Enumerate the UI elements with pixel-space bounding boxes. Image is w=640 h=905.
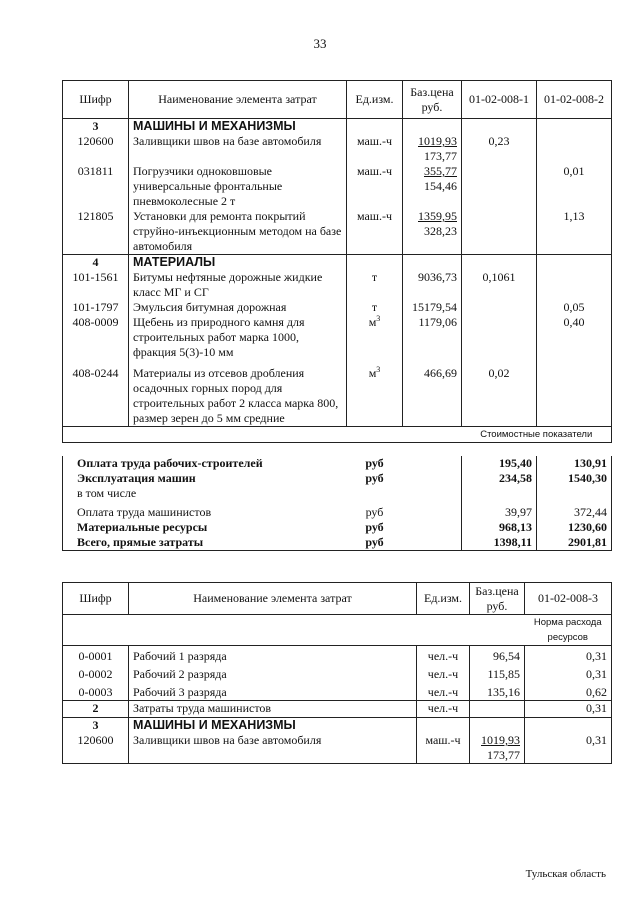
row-code: 408-0009 [63, 315, 129, 360]
row-price: 115,85 [470, 665, 525, 683]
row-name: Заливщики швов на базе автомобиля [129, 134, 347, 164]
section-title: МАШИНЫ И МЕХАНИЗМЫ [129, 718, 417, 734]
summary-value-1: 39,97 [462, 501, 537, 520]
section-row [63, 718, 612, 734]
summary-label: Эксплуатация машин [63, 471, 347, 486]
row-code: 120600 [63, 134, 129, 164]
section-title: МАШИНЫ И МЕХАНИЗМЫ [129, 119, 347, 135]
row-value-1: 0,31 [525, 665, 612, 683]
row-name: Эмульсия битумная дорожная [129, 300, 347, 315]
section-row [63, 119, 612, 135]
row-value-1 [462, 315, 537, 360]
header-code: Шифр [63, 81, 129, 119]
row-name: Битумы нефтяные дорожные жидкие класс МГ и СГ [129, 270, 347, 300]
resource-table-1 [62, 80, 612, 443]
row-value-1 [462, 164, 537, 209]
table-row [63, 315, 612, 360]
row-code: 101-1561 [63, 270, 129, 300]
summary-value-1: 1398,11 [462, 535, 537, 551]
summary-label: Оплата труда рабочих-строителей [63, 456, 347, 471]
table-row [63, 270, 612, 300]
row-value-1: 0,02 [462, 360, 537, 427]
summary-row [63, 535, 612, 551]
row-value-1: 0,62 [525, 683, 612, 701]
row-unit: чел.-ч [417, 646, 470, 665]
row-value-2: 1,13 [537, 209, 612, 255]
row-price: 9036,73 [403, 270, 462, 300]
header-unit: Ед.изм. [417, 583, 470, 615]
row-value-2 [537, 270, 612, 300]
table-header [63, 583, 612, 615]
unit-text: м [368, 366, 377, 380]
summary-label: Материальные ресурсы [63, 520, 347, 535]
cost-heading: Стоимостные показатели [462, 427, 612, 443]
row-value-2: 0,40 [537, 315, 612, 360]
row-name: Рабочий 2 разряда [129, 665, 417, 683]
summary-unit [347, 486, 403, 501]
row-value-1: 0,1061 [462, 270, 537, 300]
section-unit: чел.-ч [417, 701, 470, 718]
summary-row [63, 456, 612, 471]
section-row [63, 255, 612, 271]
table-row [63, 733, 612, 764]
table-row [63, 300, 612, 315]
section-code: 2 [63, 701, 129, 718]
row-unit: маш.-ч [347, 134, 403, 164]
price-top: 1019,93 [481, 733, 520, 747]
summary-value-2: 1230,60 [537, 520, 612, 535]
summary-value-1: 968,13 [462, 520, 537, 535]
row-value-2 [537, 360, 612, 427]
price-bottom: 328,23 [424, 224, 457, 238]
row-value-1: 0,31 [525, 733, 612, 764]
table-row [63, 134, 612, 164]
page-number: 33 [313, 36, 327, 51]
row-name: Рабочий 3 разряда [129, 683, 417, 701]
row-price: 15179,54 [403, 300, 462, 315]
row-value-1 [462, 300, 537, 315]
row-code: 0-0003 [63, 683, 129, 701]
section-code: 4 [63, 255, 129, 271]
section-code: 3 [63, 718, 129, 734]
row-unit [347, 360, 403, 427]
header-code: Шифр [63, 583, 129, 615]
row-unit [347, 315, 403, 360]
header-col2: 01-02-008-2 [537, 81, 612, 119]
row-name: Погрузчики одноковшовые универсальные фронтальные пневмоколесные 2 т [129, 164, 347, 209]
row-unit: т [347, 270, 403, 300]
row-name: Рабочий 1 разряда [129, 646, 417, 665]
header-name: Наименование элемента затрат [129, 81, 347, 119]
row-unit: чел.-ч [417, 683, 470, 701]
summary-unit: руб [365, 505, 384, 519]
header-price: Баз.цена руб. [403, 81, 462, 119]
row-price: 466,69 [403, 360, 462, 427]
price-top: 1019,93 [418, 134, 457, 148]
row-code: 408-0244 [63, 360, 129, 427]
table-row [63, 646, 612, 665]
row-unit: маш.-ч [347, 164, 403, 209]
unit-exponent: 3 [376, 365, 381, 374]
summary-row [63, 501, 612, 520]
header-col1: 01-02-008-3 [525, 583, 612, 615]
summary-row [63, 471, 612, 486]
header-name: Наименование элемента затрат [129, 583, 417, 615]
row-price [470, 733, 525, 764]
row-value-1: 0,23 [462, 134, 537, 164]
section-title: МАТЕРИАЛЫ [129, 255, 347, 271]
row-value-2 [537, 134, 612, 164]
row-name: Щебень из природного камня для строительных работ марка 1000, фракция 5(3)-10 мм [129, 315, 347, 360]
summary-row [63, 520, 612, 535]
cost-summary [62, 456, 612, 551]
table-row [63, 164, 612, 209]
summary-value-2: 2901,81 [537, 535, 612, 551]
price-bottom: 154,46 [424, 179, 457, 193]
header-unit: Ед.изм. [347, 81, 403, 119]
row-code: 101-1797 [63, 300, 129, 315]
row-code: 031811 [63, 164, 129, 209]
cost-heading-row [63, 427, 612, 443]
row-code: 0-0001 [63, 646, 129, 665]
row-code: 0-0002 [63, 665, 129, 683]
row-price: 1179,06 [403, 315, 462, 360]
price-top: 1359,95 [418, 209, 457, 223]
section-row [63, 701, 612, 718]
norm-heading: Норма расхода ресурсов [525, 615, 612, 646]
row-value-2: 0,01 [537, 164, 612, 209]
row-price [403, 209, 462, 255]
summary-unit: руб [365, 520, 384, 534]
table-row [63, 360, 612, 427]
summary-label: в том числе [63, 486, 347, 501]
section-code: 3 [63, 119, 129, 135]
header-col1: 01-02-008-1 [462, 81, 537, 119]
summary-unit: руб [347, 535, 403, 551]
row-code: 120600 [63, 733, 129, 764]
row-price [403, 164, 462, 209]
table-row [63, 209, 612, 255]
summary-value-1: 195,40 [462, 456, 537, 471]
row-price: 96,54 [470, 646, 525, 665]
table-header [63, 81, 612, 119]
header-price: Баз.цена руб. [470, 583, 525, 615]
price-bottom: 173,77 [487, 748, 520, 762]
row-unit: маш.-ч [347, 209, 403, 255]
row-value-1 [462, 209, 537, 255]
resource-table-2 [62, 582, 612, 764]
row-name: Материалы из отсевов дробления осадочных горных пород для строительных работ 2 класса марка 800, размер зерен до 5 мм средние [129, 360, 347, 427]
row-name: Заливщики швов на базе автомобиля [129, 733, 417, 764]
price-bottom: 173,77 [424, 149, 457, 163]
summary-label: Всего, прямые затраты [63, 535, 347, 551]
table-row [63, 665, 612, 683]
summary-value-2: 372,44 [537, 501, 612, 520]
row-value-2: 0,05 [537, 300, 612, 315]
row-price: 135,16 [470, 683, 525, 701]
summary-value-2: 1540,30 [537, 471, 612, 486]
row-unit: маш.-ч [417, 733, 470, 764]
price-top: 355,77 [424, 164, 457, 178]
norm-heading-row [63, 615, 612, 646]
region-note: Тульская область [525, 868, 606, 880]
section-title: Затраты труда машинистов [129, 701, 417, 718]
summary-value-1: 234,58 [462, 471, 537, 486]
summary-unit: руб [365, 471, 384, 485]
table-row [63, 683, 612, 701]
summary-value-2 [537, 486, 612, 501]
row-value-1: 0,31 [525, 646, 612, 665]
row-unit: т [347, 300, 403, 315]
row-name: Установки для ремонта покрытий струйно-инъекционным методом на базе автомобиля [129, 209, 347, 255]
unit-exponent: 3 [376, 314, 381, 323]
summary-row [63, 486, 612, 501]
row-price [403, 134, 462, 164]
row-unit: чел.-ч [417, 665, 470, 683]
row-code: 121805 [63, 209, 129, 255]
unit-text: м [368, 315, 377, 329]
summary-label: Оплата труда машинистов [63, 501, 347, 520]
summary-unit: руб [365, 456, 384, 470]
summary-value-1 [462, 486, 537, 501]
summary-value-2: 130,91 [537, 456, 612, 471]
section-value-1: 0,31 [525, 701, 612, 718]
